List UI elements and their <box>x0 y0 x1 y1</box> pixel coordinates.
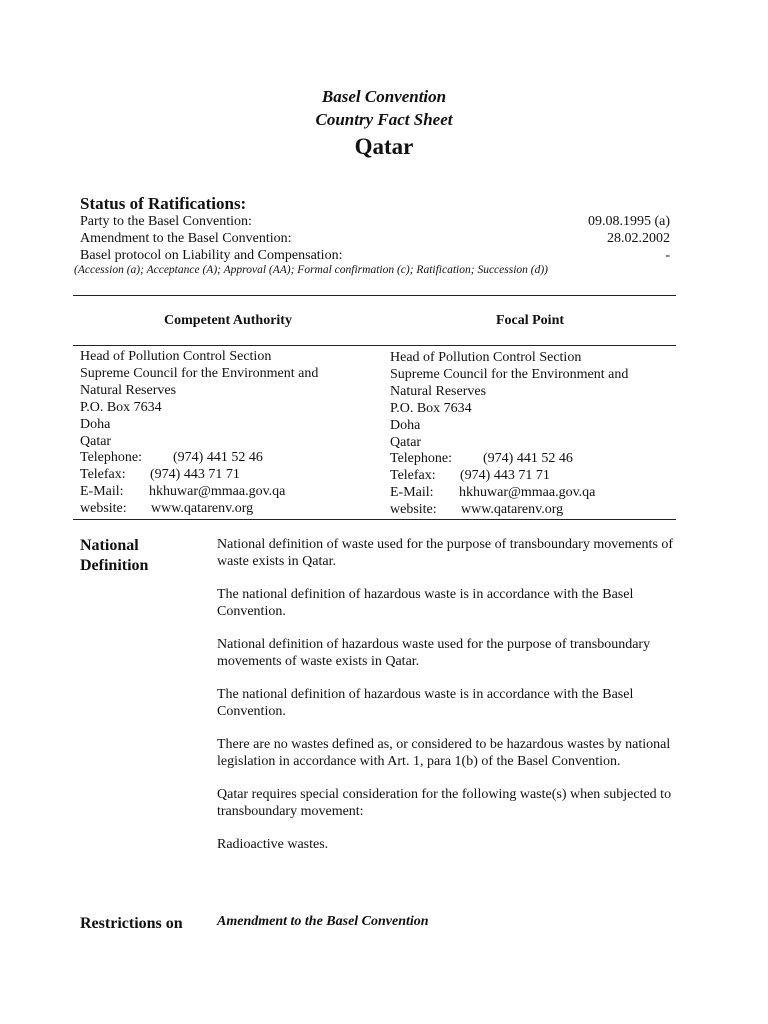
heading-line: National <box>80 537 139 554</box>
contact-line: Supreme Council for the Environment and <box>80 365 319 381</box>
paragraph: There are no wastes defined as, or considered to be hazardous wastes by national legislation in accordance with Art. 1, para 1(b) of the Basel Convention. <box>217 737 671 769</box>
telefax-line <box>80 467 318 484</box>
contact-line: Qatar <box>80 433 112 449</box>
telephone-value: (974) 441 52 46 <box>483 451 573 467</box>
telefax-value: (974) 443 71 71 <box>460 468 550 484</box>
country-name: Qatar <box>354 134 414 159</box>
document-title-line1: Basel Convention <box>321 87 447 106</box>
ratification-value: 09.08.1995 (a) <box>587 214 670 229</box>
paragraph: The national definition of hazardous waste is in accordance with the Basel Convention. <box>217 687 634 719</box>
website-link[interactable]: www.qatarenv.org <box>151 501 254 517</box>
telefax-line <box>390 468 628 485</box>
paragraph: Radioactive wastes. <box>217 837 329 852</box>
telephone-line <box>390 451 628 468</box>
ratification-value: - <box>665 248 670 263</box>
restrictions-heading: Restrictions on <box>80 915 183 932</box>
ratification-row <box>80 213 670 230</box>
paragraph: National definition of waste used for the purpose of transboundary movements of waste exists in Qatar. <box>217 537 674 569</box>
telephone-label: Telephone: <box>80 450 142 466</box>
website-line <box>80 501 318 518</box>
restrictions-subheading: Amendment to the Basel Convention <box>217 914 429 929</box>
email-label: E-Mail: <box>390 485 434 501</box>
contact-line: Head of Pollution Control Section <box>80 349 272 364</box>
contact-line: Head of Pollution Control Section <box>390 350 582 365</box>
divider <box>73 519 676 520</box>
telefax-value: (974) 443 71 71 <box>150 467 240 483</box>
email-label: E-Mail: <box>80 484 124 500</box>
ratifications-heading: Status of Ratifications: <box>80 194 247 213</box>
ratification-legend-note: (Accession (a); Acceptance (A); Approval (AA); Formal confirmation (c); Ratification; Succession (d)) <box>74 264 549 276</box>
contact-line: P.O. Box 7634 <box>80 399 162 415</box>
focal-point-contact <box>390 350 628 519</box>
contact-line: Qatar <box>390 434 422 450</box>
website-label: website: <box>390 502 437 518</box>
heading-line: Definition <box>80 557 149 574</box>
email-link[interactable]: hkhuwar@mmaa.gov.qa <box>459 485 596 501</box>
contact-line: P.O. Box 7634 <box>390 400 472 416</box>
ratification-label: Party to the Basel Convention: <box>80 214 252 229</box>
competent-authority-heading: Competent Authority <box>164 313 292 328</box>
divider <box>73 295 676 296</box>
focal-point-heading: Focal Point <box>495 313 565 328</box>
ratification-row <box>80 230 670 247</box>
contact-line: Natural Reserves <box>80 382 177 398</box>
email-line <box>390 485 628 502</box>
email-link[interactable]: hkhuwar@mmaa.gov.qa <box>149 484 286 500</box>
website-link[interactable]: www.qatarenv.org <box>461 502 564 518</box>
paragraph: National definition of hazardous waste used for the purpose of transboundary movements of waste exists in Qatar. <box>217 637 651 669</box>
telephone-label: Telephone: <box>390 451 452 467</box>
contact-line: Supreme Council for the Environment and <box>390 366 629 382</box>
telefax-label: Telefax: <box>390 468 436 484</box>
website-label: website: <box>80 501 127 517</box>
contact-line: Natural Reserves <box>390 383 487 399</box>
ratification-row <box>80 247 670 264</box>
telefax-label: Telefax: <box>80 467 126 483</box>
ratification-value: 28.02.2002 <box>607 231 670 246</box>
contact-line: Doha <box>80 416 111 432</box>
contact-line: Doha <box>390 417 421 433</box>
telephone-value: (974) 441 52 46 <box>173 450 263 466</box>
ratification-label: Amendment to the Basel Convention: <box>80 231 292 246</box>
national-definition-heading <box>80 536 148 576</box>
document-title-line2: Country Fact Sheet <box>315 110 453 129</box>
paragraph: The national definition of hazardous waste is in accordance with the Basel Convention. <box>217 587 634 619</box>
paragraph: Qatar requires special consideration for the following waste(s) when subjected to transboundary movement: <box>217 787 672 819</box>
website-line <box>390 502 628 519</box>
email-line <box>80 484 318 501</box>
telephone-line <box>80 450 318 467</box>
ratification-label: Basel protocol on Liability and Compensation: <box>80 248 343 263</box>
divider <box>73 345 676 346</box>
competent-authority-contact <box>80 349 318 518</box>
national-definition-text <box>217 536 677 869</box>
